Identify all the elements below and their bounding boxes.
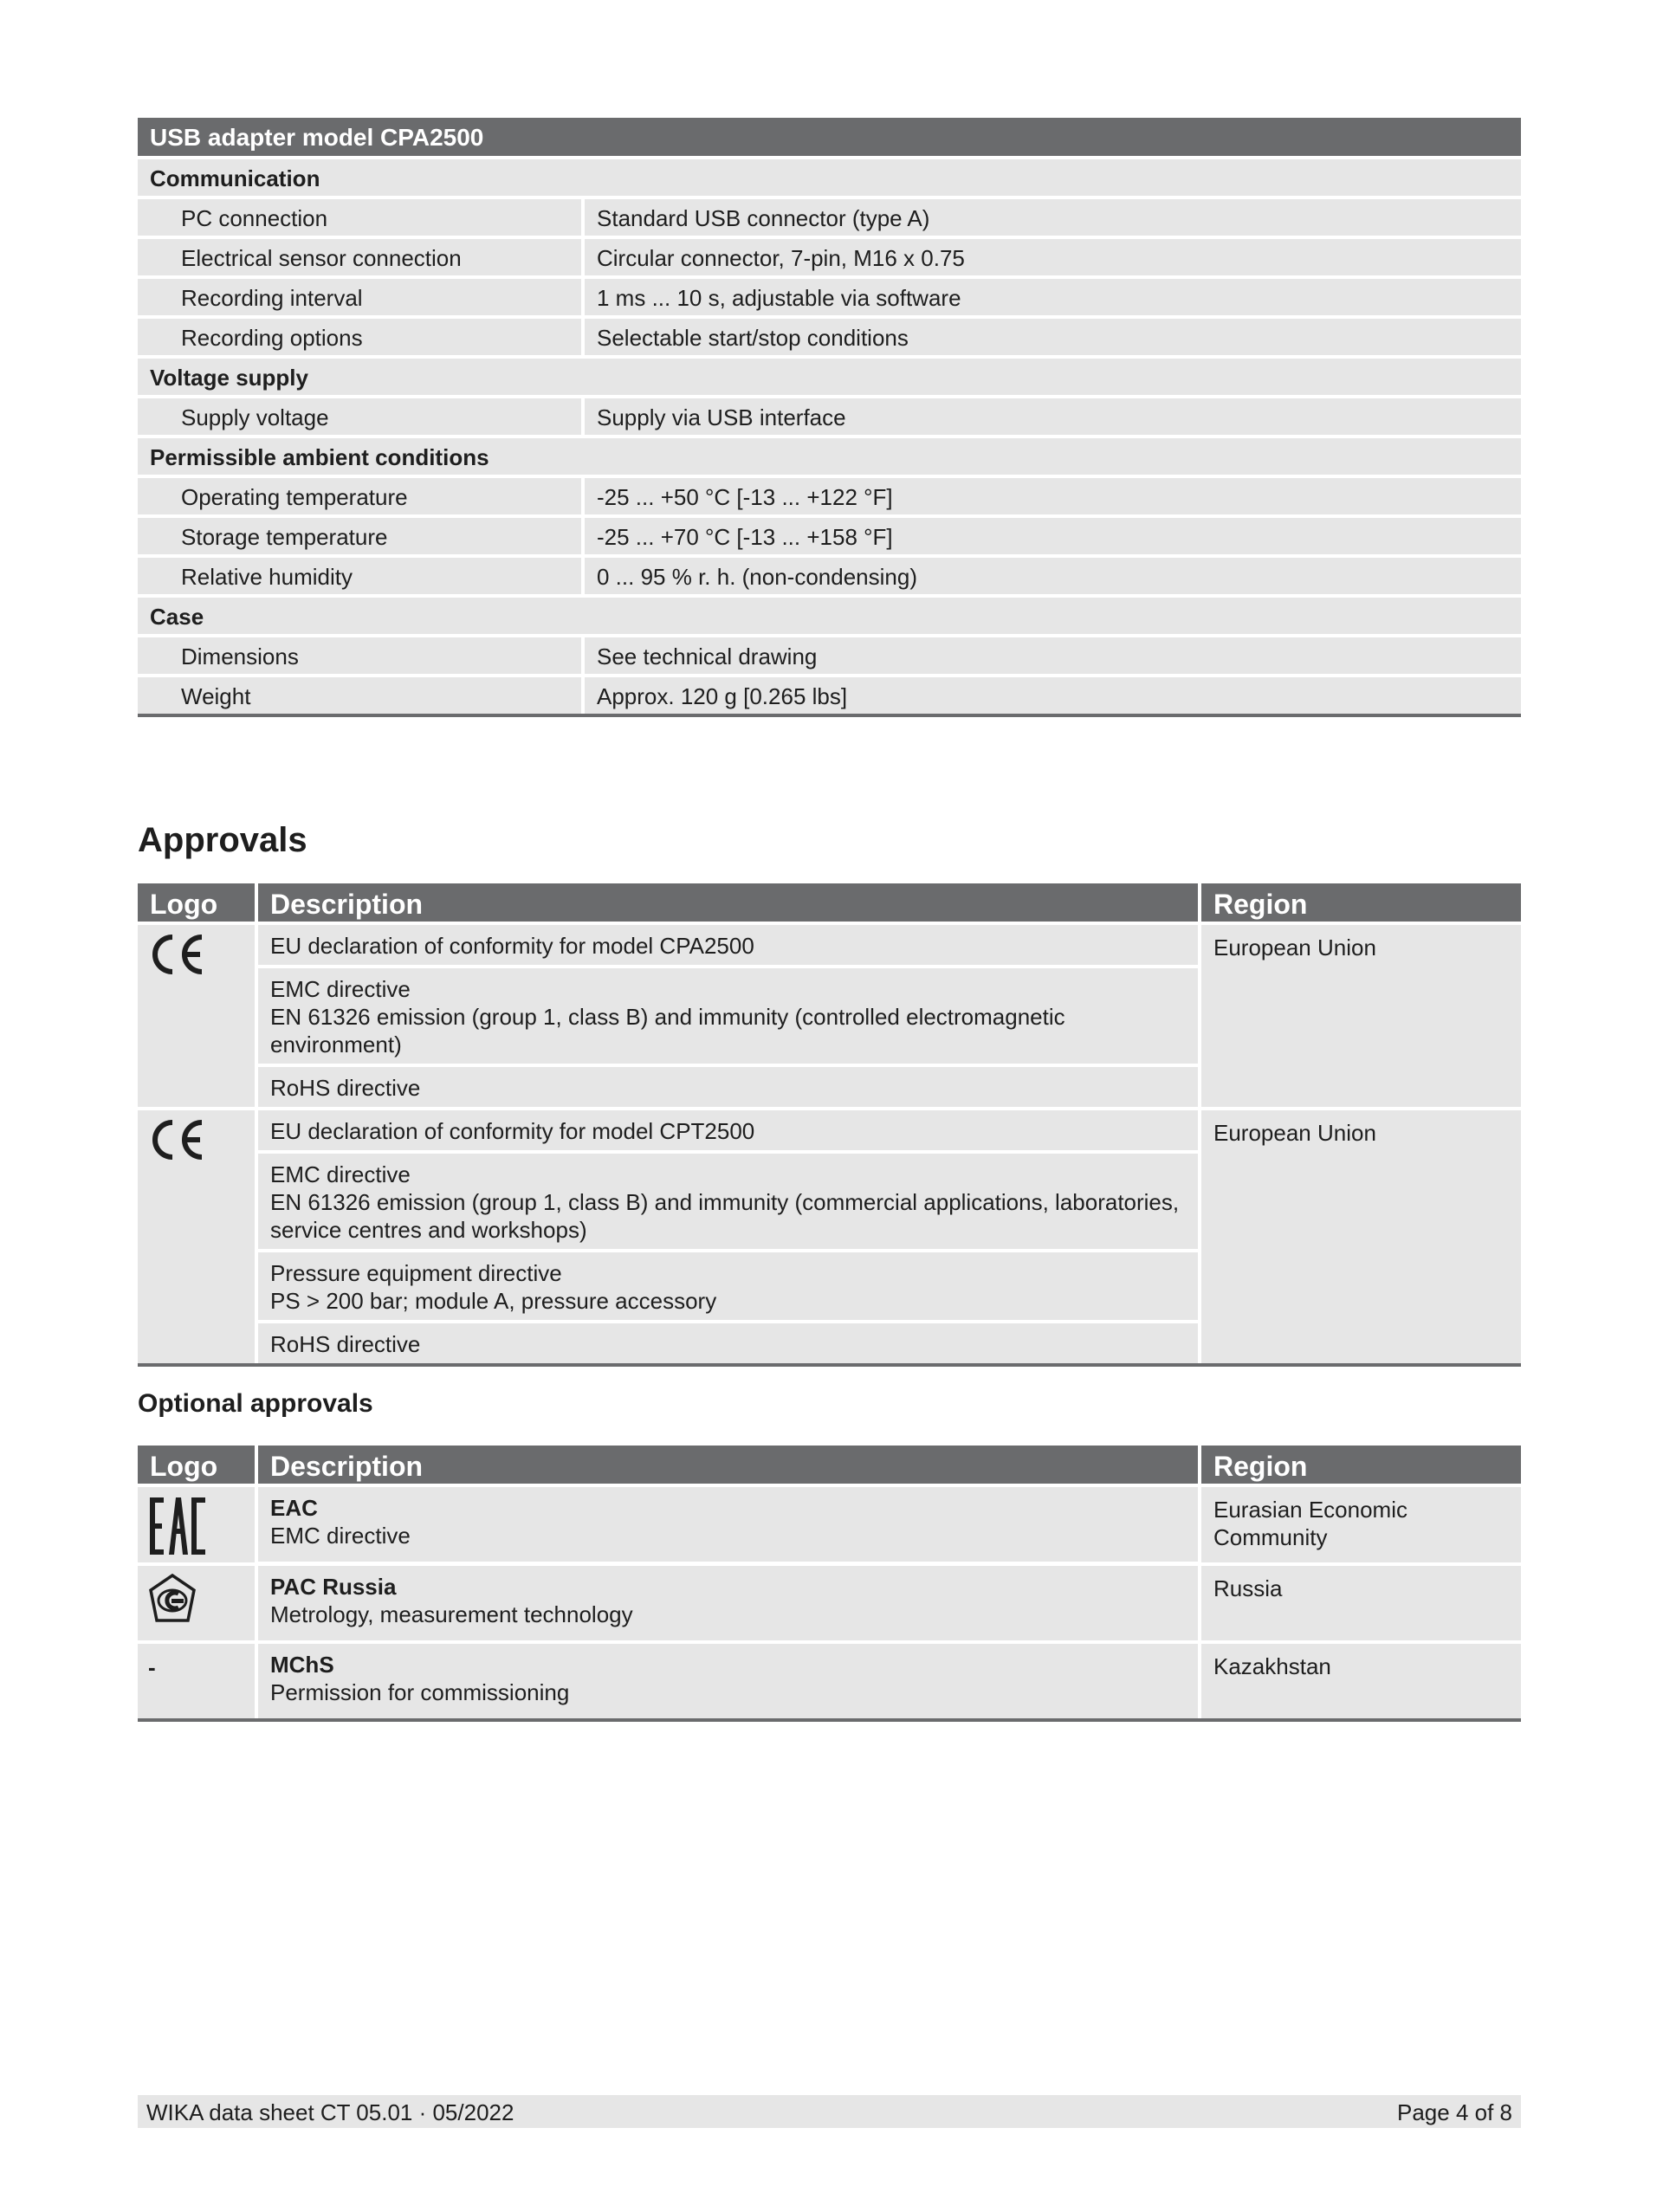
table-bottom-rule [138, 1718, 1521, 1722]
spec-value: Circular connector, 7-pin, M16 x 0.75 [585, 239, 1521, 275]
description-line: EU declaration of conformity for model CPT2500 [270, 1118, 755, 1144]
optional-approvals-heading: Optional approvals [138, 1389, 373, 1418]
spec-table-body [138, 159, 1521, 714]
spec-row [138, 398, 1521, 435]
description-line: RoHS directive [270, 1331, 421, 1357]
approval-title: PAC Russia [270, 1574, 397, 1600]
description-line: RoHS directive [270, 1075, 421, 1101]
footer-document-reference: WIKA data sheet CT 05.01 · 05/2022 [146, 2099, 514, 2125]
approval-region [1201, 1644, 1521, 1718]
region-line: Community [1213, 1524, 1328, 1550]
spec-key: Operating temperature [138, 478, 581, 514]
page-footer [138, 2095, 1521, 2128]
spec-section-header: Permissible ambient conditions [138, 438, 1521, 475]
optional-approval-row [138, 1566, 1521, 1640]
spec-value: Supply via USB interface [585, 398, 1521, 435]
approval-subtitle: Permission for commissioning [270, 1679, 570, 1705]
approval-description-cells [258, 1566, 1198, 1640]
description-line: EN 61326 emission (group 1, class B) and immunity (commercial applications, laboratories, [270, 1189, 1180, 1215]
approval-logo-cell [138, 1644, 255, 1718]
approval-logo-cell [138, 925, 255, 1107]
spec-value: Approx. 120 g [0.265 lbs] [585, 677, 1521, 714]
pac-russia-mark-icon [148, 1614, 197, 1628]
spec-key: Supply voltage [138, 398, 581, 435]
spec-table-title: USB adapter model CPA2500 [138, 118, 1521, 156]
ce-mark-icon [148, 932, 255, 977]
approvals-table [138, 883, 1521, 1367]
spec-value: -25 ... +50 °C [-13 ... +122 °F] [585, 478, 1521, 514]
approval-description [258, 968, 1198, 1064]
optional-approvals-table [138, 1446, 1521, 1722]
approval-description-cells [258, 1110, 1198, 1363]
approval-description [258, 1252, 1198, 1320]
spec-section-header: Case [138, 598, 1521, 634]
approval-description [258, 1487, 1198, 1562]
approval-description [258, 1110, 1198, 1150]
approval-description [258, 1644, 1198, 1718]
approval-logo-cell [138, 1566, 255, 1640]
approval-region: European Union [1201, 1110, 1521, 1363]
spec-row [138, 478, 1521, 514]
approval-group [138, 1110, 1521, 1363]
description-line: EMC directive [270, 976, 411, 1002]
spec-key: Dimensions [138, 637, 581, 674]
spec-row [138, 637, 1521, 674]
spec-value: -25 ... +70 °C [-13 ... +158 °F] [585, 518, 1521, 554]
spec-value: 1 ms ... 10 s, adjustable via software [585, 279, 1521, 315]
table-bottom-rule [138, 1363, 1521, 1367]
spec-key: Recording interval [138, 279, 581, 315]
eac-mark-icon [148, 1547, 207, 1562]
approval-description-cells [258, 1644, 1198, 1718]
spec-row [138, 558, 1521, 594]
approval-title: EAC [270, 1495, 318, 1521]
spec-table [138, 118, 1521, 717]
spec-row [138, 319, 1521, 355]
approvals-heading: Approvals [138, 821, 307, 859]
description-line: EU declaration of conformity for model CPA2500 [270, 933, 754, 959]
spec-key: Electrical sensor connection [138, 239, 581, 275]
region-line: Eurasian Economic [1213, 1497, 1407, 1523]
spec-row [138, 239, 1521, 275]
approval-description [258, 1566, 1198, 1640]
approval-title: MChS [270, 1652, 334, 1678]
optional-approval-row [138, 1487, 1521, 1562]
column-header-logo: Logo [138, 883, 255, 922]
region-line: Russia [1213, 1575, 1283, 1601]
optional-approvals-table-header [138, 1446, 1521, 1484]
approval-region [1201, 1487, 1521, 1562]
description-line: EMC directive [270, 1161, 411, 1187]
column-header-logo: Logo [138, 1446, 255, 1484]
column-header-description: Description [258, 883, 1198, 922]
approval-subtitle: Metrology, measurement technology [270, 1601, 633, 1627]
approval-description [258, 1154, 1198, 1249]
approval-logo-cell [138, 1487, 255, 1562]
region-line: Kazakhstan [1213, 1653, 1331, 1679]
approval-group [138, 925, 1521, 1107]
spec-value: Selectable start/stop conditions [585, 319, 1521, 355]
approvals-table-body [138, 925, 1521, 1363]
spec-row [138, 518, 1521, 554]
approval-description [258, 1323, 1198, 1363]
approval-subtitle: EMC directive [270, 1523, 411, 1549]
table-bottom-rule [138, 714, 1521, 717]
spec-row [138, 199, 1521, 236]
spec-key: Recording options [138, 319, 581, 355]
spec-value: Standard USB connector (type A) [585, 199, 1521, 236]
spec-key: Weight [138, 677, 581, 714]
optional-approval-row [138, 1644, 1521, 1718]
description-line: Pressure equipment directive [270, 1260, 562, 1286]
approval-description-cells [258, 925, 1198, 1107]
spec-section-header: Voltage supply [138, 359, 1521, 395]
optional-approvals-table-body [138, 1487, 1521, 1718]
column-header-region: Region [1201, 1446, 1521, 1484]
description-line: PS > 200 bar; module A, pressure accessory [270, 1288, 717, 1314]
ce-mark-icon [148, 1117, 255, 1162]
spec-key: PC connection [138, 199, 581, 236]
approval-description-cells [258, 1487, 1198, 1562]
spec-section-header: Communication [138, 159, 1521, 196]
approval-region [1201, 1566, 1521, 1640]
spec-key: Relative humidity [138, 558, 581, 594]
approval-region: European Union [1201, 925, 1521, 1107]
approval-logo-cell [138, 1110, 255, 1363]
footer-page-number: Page 4 of 8 [1397, 2099, 1512, 2125]
approvals-table-header [138, 883, 1521, 922]
description-line: EN 61326 emission (group 1, class B) and immunity (controlled electromagnetic environment) [270, 1004, 1065, 1057]
approval-description [258, 1067, 1198, 1107]
spec-value: See technical drawing [585, 637, 1521, 674]
description-line: service centres and workshops) [270, 1217, 587, 1243]
approval-description [258, 925, 1198, 965]
column-header-region: Region [1201, 883, 1521, 922]
spec-row [138, 279, 1521, 315]
column-header-description: Description [258, 1446, 1198, 1484]
spec-value: 0 ... 95 % r. h. (non-condensing) [585, 558, 1521, 594]
spec-key: Storage temperature [138, 518, 581, 554]
spec-row [138, 677, 1521, 714]
logo-placeholder: - [148, 1654, 156, 1680]
